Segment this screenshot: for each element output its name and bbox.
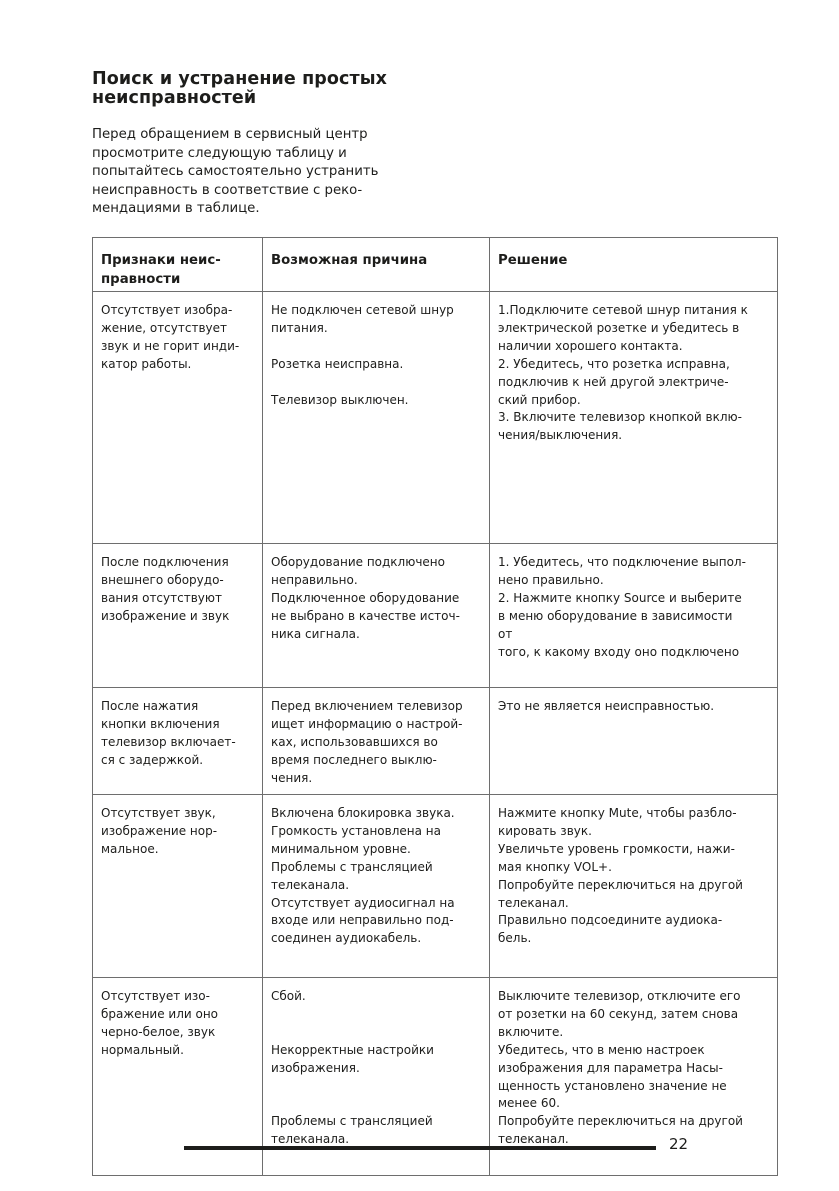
symptom-cell: [93, 292, 263, 544]
cell-line: от розетки на 60 секунд, затем снова: [498, 1006, 739, 1021]
cell-line: 3. Включите телевизор кнопкой вклю-: [498, 410, 742, 425]
cell-line: Некорректные настройки: [271, 1042, 434, 1057]
page-title: [92, 70, 512, 108]
cell-line: время последнего выклю-: [271, 752, 437, 767]
cause-cell: [263, 795, 490, 978]
cell-line: Попробуйте переключиться на другой: [498, 877, 743, 892]
cell-line: ищет информацию о настрой-: [271, 716, 463, 731]
cell-line: Проблемы с трансляцией: [271, 859, 433, 874]
intro-paragraph: [92, 126, 452, 219]
cell-line: телевизор включает-: [101, 734, 236, 749]
footer-rule: [184, 1146, 656, 1150]
cell-line: Это не является неисправностью.: [498, 699, 715, 713]
symptom-cell: [93, 795, 263, 978]
cell-line: Выключите телевизор, отключите его: [498, 989, 741, 1003]
cell-line: включите.: [498, 1024, 564, 1039]
cell-line: 2. Нажмите кнопку Source и выберите: [498, 590, 742, 605]
table-row: [93, 688, 778, 795]
cell-line: Подключенное оборудование: [271, 590, 460, 605]
cell-line: Попробуйте переключиться на другой: [498, 1114, 743, 1129]
cell-line: [271, 1078, 483, 1096]
cell-line: вания отсутствуют: [101, 590, 222, 605]
intro-line: мендациями в таблице.: [92, 201, 260, 217]
cell-line: ках, использовавшихся во: [271, 734, 438, 749]
solution-cell: [490, 688, 778, 795]
intro-line: Перед обращением в сервисный центр: [92, 127, 368, 142]
cell-line: того, к какому входу оно подключено: [498, 644, 740, 659]
cell-line: питания.: [271, 320, 328, 335]
cell-line: черно-белое, звук: [101, 1024, 216, 1039]
cell-line: наличии хорошего контакта.: [498, 338, 683, 353]
page-number: 22: [669, 1135, 689, 1153]
intro-line: попытайтесь самостоятельно устранить: [92, 164, 379, 180]
cell-line: Решение: [498, 253, 568, 268]
header-cause: [263, 238, 490, 292]
cell-line: жение, отсутствует: [101, 320, 228, 335]
cell-line: телеканал.: [498, 1132, 569, 1147]
cell-line: изображение нор-: [101, 823, 218, 838]
cell-line: изображения для параметра Насы-: [498, 1060, 723, 1075]
cell-line: ся с задержкой.: [101, 752, 204, 767]
cell-line: бель.: [498, 931, 532, 946]
cause-cell: [263, 688, 490, 795]
intro-line: просмотрите следующую таблицу и: [92, 145, 347, 161]
cell-line: Включена блокировка звука.: [271, 806, 455, 820]
cell-line: телеканала.: [271, 1132, 350, 1147]
cell-line: нормальный.: [101, 1042, 184, 1057]
header-solution: [490, 238, 778, 292]
intro-line: неисправность в соответствие с реко-: [92, 182, 363, 198]
cause-cell: [263, 544, 490, 688]
cell-line: Правильно подсоедините аудиока-: [498, 913, 723, 928]
cell-line: Отсутствует изо-: [101, 989, 210, 1003]
symptom-cell: [93, 544, 263, 688]
cell-line: неправильно.: [271, 572, 358, 587]
cell-line: Оборудование подключено: [271, 555, 445, 569]
cell-line: от: [498, 626, 513, 641]
cell-line: не выбрано в качестве источ-: [271, 608, 460, 623]
table-row: [93, 544, 778, 688]
cell-line: Увеличьте уровень громкости, нажи-: [498, 841, 735, 856]
cell-line: [271, 338, 483, 356]
cell-line: телеканал.: [498, 895, 569, 910]
cell-line: Отсутствует изобра-: [101, 303, 233, 317]
cell-line: Не подключен сетевой шнур: [271, 303, 454, 317]
cell-line: Проблемы с трансляцией: [271, 1114, 433, 1129]
cell-line: бражение или оно: [101, 1006, 219, 1021]
solution-cell: [490, 795, 778, 978]
table-row: [93, 292, 778, 544]
cell-line: После подключения: [101, 555, 229, 569]
cell-line: минимальном уровне.: [271, 841, 411, 856]
cell-line: внешнего оборудо-: [101, 572, 224, 587]
cell-line: ский прибор.: [498, 392, 581, 407]
cell-line: подключив к ней другой электриче-: [498, 374, 729, 389]
cell-line: Телевизор выключен.: [271, 392, 409, 407]
cell-line: кировать звук.: [498, 823, 592, 838]
cell-line: ника сигнала.: [271, 626, 360, 641]
page-title-line: неисправностей: [92, 88, 257, 108]
troubleshooting-table: [92, 237, 778, 1176]
cell-line: 2. Убедитесь, что розетка исправна,: [498, 356, 730, 371]
cell-line: [271, 1095, 483, 1113]
cell-line: Отсутствует аудиосигнал на: [271, 895, 455, 910]
cell-line: После нажатия: [101, 699, 199, 713]
solution-cell: [490, 292, 778, 544]
cell-line: [271, 1006, 483, 1024]
cell-line: менее 60.: [498, 1096, 560, 1111]
cell-line: кнопки включения: [101, 716, 220, 731]
cell-line: Громкость установлена на: [271, 823, 441, 838]
solution-cell: [490, 544, 778, 688]
cell-line: чения.: [271, 770, 313, 785]
page-title-line: Поиск и устранение простых: [92, 69, 388, 89]
cell-line: Розетка неисправна.: [271, 356, 404, 371]
cell-line: катор работы.: [101, 356, 192, 371]
cell-line: Перед включением телевизор: [271, 699, 463, 713]
cell-line: входе или неправильно под-: [271, 913, 454, 928]
cell-line: Возможная причина: [271, 253, 428, 268]
cell-line: мая кнопку VOL+.: [498, 859, 612, 874]
cell-line: Признаки неис-: [101, 253, 221, 268]
cell-line: 1.Подключите сетевой шнур питания к: [498, 303, 748, 317]
cause-cell: [263, 292, 490, 544]
cell-line: Отсутствует звук,: [101, 806, 216, 820]
table-header-row: [93, 238, 778, 292]
cell-line: Сбой.: [271, 989, 306, 1003]
cell-line: [271, 374, 483, 392]
cell-line: изображение и звук: [101, 608, 230, 623]
cell-line: нено правильно.: [498, 572, 604, 587]
cell-line: в меню оборудование в зависимости: [498, 608, 733, 623]
symptom-cell: [93, 688, 263, 795]
table-row: [93, 795, 778, 978]
cell-line: чения/выключения.: [498, 428, 623, 443]
cell-line: электрической розетке и убедитесь в: [498, 320, 740, 335]
cell-line: 1. Убедитесь, что подключение выпол-: [498, 555, 746, 569]
cell-line: щенность установлено значение не: [498, 1078, 727, 1093]
cell-line: изображения.: [271, 1060, 360, 1075]
cell-line: Убедитесь, что в меню настроек: [498, 1042, 705, 1057]
cell-line: соединен аудиокабель.: [271, 931, 422, 946]
cell-line: телеканала.: [271, 877, 350, 892]
cell-line: правности: [101, 272, 181, 287]
cell-line: звук и не горит инди-: [101, 338, 240, 353]
cell-line: мальное.: [101, 841, 159, 856]
cell-line: Нажмите кнопку Mute, чтобы разбло-: [498, 806, 737, 820]
cell-line: [271, 1024, 483, 1042]
header-symptom: [93, 238, 263, 292]
